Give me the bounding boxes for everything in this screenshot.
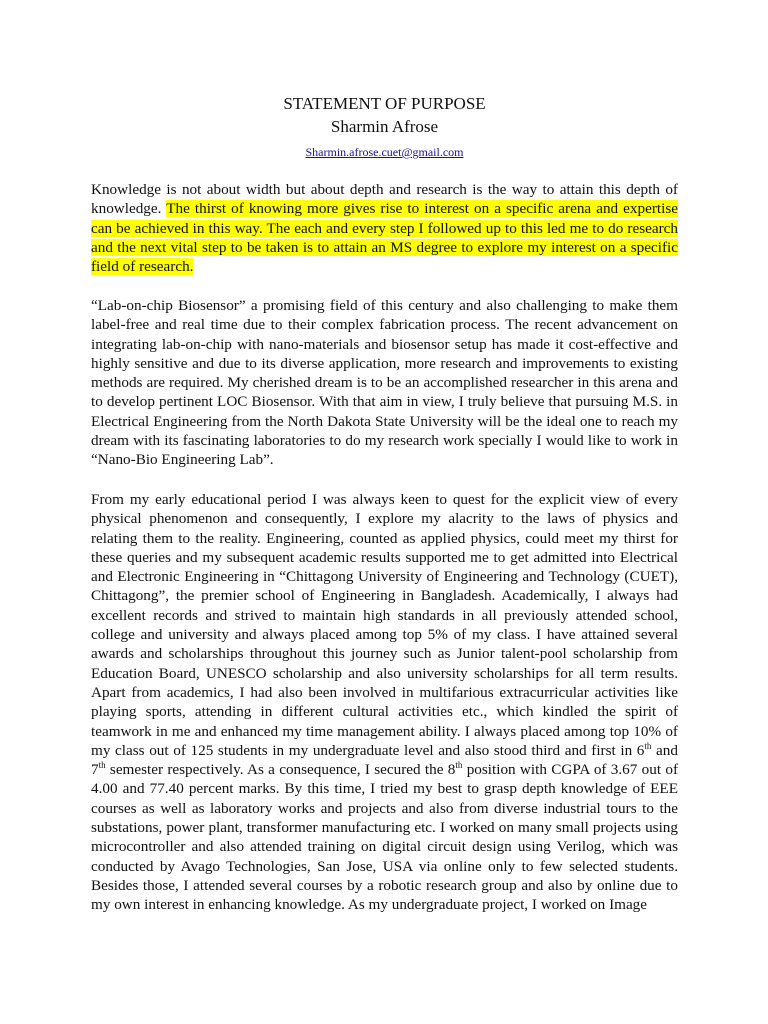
paragraph-education-part3: semester respectively. As a consequence, I secured the 8 bbox=[105, 761, 456, 779]
paragraph-education-part4: position with CGPA of 3.67 out of 4.00 and 77.40 percent marks. By this time, I tried my best to grasp depth knowledge of EEE courses as well as laboratory works and projects and also from diverse industrial tours to the substations, power plant, transformer manufacturing etc. I worked on many small projects using microcontroller and also attended training on digital circuit design using Verilog, which was conducted by Avago Technologies, San Jose, USA via online only to few selected students. Besides those, I attended several courses by a robotic research group and also by online due to my own interest in enhancing knowledge. As my undergraduate project, I worked on Image bbox=[91, 761, 679, 914]
paragraph-education-part2: and 7 bbox=[91, 741, 678, 779]
superscript-th: th bbox=[644, 740, 652, 751]
highlighted-text: The thirst of knowing more gives rise to interest on a specific arena and expertise can be achieved in this way. The each and every step I followed up to this led me to do research and the next vital step to be taken is to attain an MS degree to explore my interest on a specific field of research. bbox=[91, 200, 678, 276]
paragraph-education-part1: From my early educational period I was always keen to quest for the explicit view of every physical phenomenon and consequently, I explore my alacrity to the laws of physics and relating them to the reality. Engineering, counted as applied physics, could meet my thirst for these queries and my subsequent academic results supported me to get admitted into Electrical and Electronic Engineering in “Chittagong University of Engineering and Technology (CUET), Chittagong”, the premier school of Engineering in Bangladesh. Academically, I always had excellent records and strived to maintain high standards in all previously attended school, college and university and always placed among top 5% of my class. I have attained several awards and scholarships throughout this journey such as Junior talent-pool scholarship from Education Board, UNESCO scholarship and also university scholarships for all term results. Apart from academics, I had also been involved in multifarious extracurricular activities like playing sports, attending in different cultural activities etc., which kindled the spirit of teamwork in me and enhanced my time management ability. I always placed among top 10% of my class out of 125 students in my undergraduate level and also stood third and first in 6 bbox=[91, 491, 678, 759]
paragraph-intro bbox=[91, 180, 678, 276]
superscript-th: th bbox=[455, 760, 463, 771]
paragraph-lab-on-chip: “Lab-on-chip Biosensor” a promising field of this century and also challenging to make them label-free and real time due to their complex fabrication process. The recent advancement on integrating lab-on-chip with nano-materials and biosensor setup has made it cost-effective and highly sensitive and due to its diverse application, more research and improvements to existing methods are required. My cherished dream is to be an accomplished researcher in this arena and to develop pertinent LOC Biosensor. With that aim in view, I truly believe that pursuing M.S. in Electrical Engineering from the North Dakota State University will be the ideal one to reach my dream with its fascinating laboratories to do my research work specially I would like to work in “Nano-Bio Engineering Lab”. bbox=[91, 297, 678, 469]
paragraph-education bbox=[91, 490, 678, 915]
document-page bbox=[91, 0, 678, 1024]
author-name: Sharmin Afrose bbox=[330, 117, 439, 136]
document-title: STATEMENT OF PURPOSE bbox=[283, 94, 486, 113]
email-link[interactable]: Sharmin.afrose.cuet@gmail.com bbox=[305, 145, 464, 159]
superscript-th: th bbox=[98, 760, 106, 771]
paragraph-intro-plain: Knowledge is not about width but about depth and research is the way to attain this depth of knowledge. bbox=[91, 181, 678, 218]
